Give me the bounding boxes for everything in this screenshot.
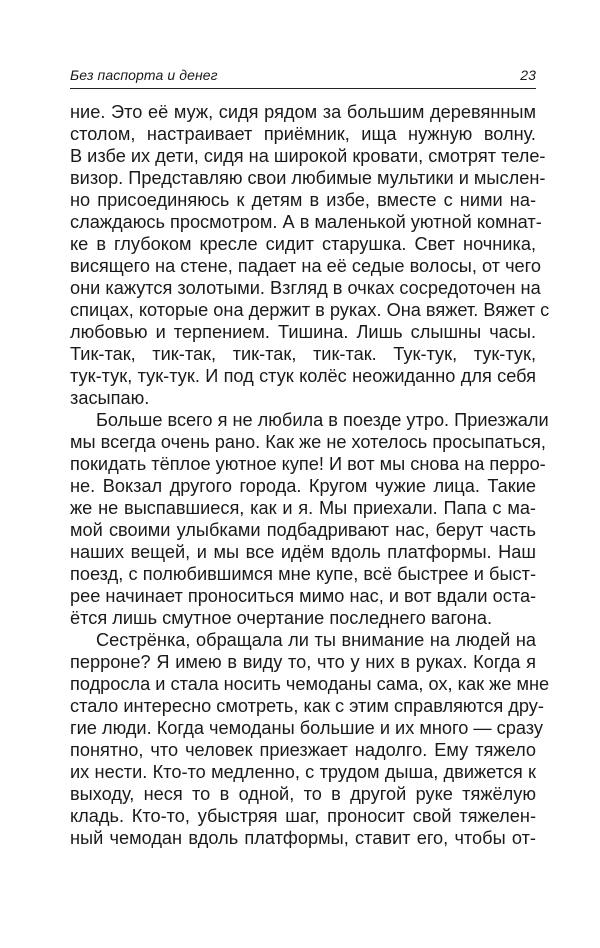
text-line: спицах, которые она держит в руках. Она вяжет. Вяжет с <box>70 300 550 320</box>
text-line: их нести. Кто-то медленно, с трудом дыша, движется к <box>70 762 536 782</box>
text-line: не. Вокзал другого города. Кругом чужие лица. Такие <box>70 476 536 496</box>
paragraph <box>70 101 550 409</box>
text-line: Тик-так, тик-так, тик-так, тик-так. Тук-тук, тук-тук, <box>70 344 536 364</box>
text-line: Сестрёнка, обращала ли ты внимание на людей на <box>96 630 536 650</box>
text-line: мы всегда очень рано. Как же не хотелось просыпаться, <box>70 432 546 452</box>
page-number: 23 <box>520 67 536 83</box>
text-line: же не выспавшиеся, как и я. Мы приехали. Папа с ма- <box>70 498 536 518</box>
paragraph <box>70 409 549 629</box>
text-line: покидать тёплое уютное купе! И вот мы снова на перро- <box>70 454 546 474</box>
text-line: подросла и стала носить чемоданы сама, ох, как же мне <box>70 674 550 694</box>
text-line: понятно, что человек приезжает надолго. Ему тяжело <box>70 740 536 760</box>
text-line: тук-тук, тук-тук. И под стук колёс неожиданно для себя <box>70 366 536 386</box>
text-line: засыпаю. <box>70 388 150 408</box>
text-line: В избе их дети, сидя на широкой кровати, смотрят теле- <box>70 146 546 166</box>
text-line: визор. Представляю свои любимые мультики и мыслен- <box>70 168 546 188</box>
text-line: ке в глубоком кресле сидит старушка. Свет ночника, <box>70 234 536 254</box>
running-title: Без паспорта и денег <box>70 67 218 83</box>
text-line: поезд, с полюбившимся мне купе, всё быстрее и быст- <box>70 564 536 584</box>
paragraph <box>70 629 550 849</box>
text-line: стало интересно смотреть, как с этим справляются дру- <box>70 696 544 716</box>
text-line: они кажутся золотыми. Взгляд в очках сосредоточен на <box>70 278 541 298</box>
text-line: кладь. Кто-то, убыстряя шаг, проносит свой тяжелен- <box>70 806 536 826</box>
running-header <box>70 67 536 83</box>
text-line: выходу, неся то в одной, то в другой руке тяжёлую <box>70 784 536 804</box>
text-line: но присоединяюсь к детям в избе, вместе с ними на- <box>70 190 536 210</box>
text-line: столом, настраивает приёмник, ища нужную волну. <box>70 124 536 144</box>
text-line: гие люди. Когда чемоданы большие и их много — сразу <box>70 718 544 738</box>
text-line: наших вещей, и мы все идём вдоль платформы. Наш <box>70 542 536 562</box>
text-line: Больше всего я не любила в поезде утро. Приезжали <box>96 410 549 430</box>
text-line: рее начинает проноситься мимо нас, и вот вдали оста- <box>70 586 537 606</box>
text-line: ние. Это её муж, сидя рядом за большим деревянным <box>70 102 536 122</box>
text-line: висящего на стене, падает на её седые волосы, от чего <box>70 256 542 276</box>
text-line: любовью и терпением. Тишина. Лишь слышны часы. <box>70 322 536 342</box>
header-rule <box>70 88 536 89</box>
text-line: ный чемодан вдоль платформы, ставит его, чтобы от- <box>70 828 536 848</box>
body-text <box>70 101 550 849</box>
text-line: мой своими улыбками подбадривают нас, берут часть <box>70 520 536 540</box>
text-line: перроне? Я имею в виду то, что у них в руках. Когда я <box>70 652 536 672</box>
text-line: слаждаюсь просмотром. А в маленькой уютной комнат- <box>70 212 542 232</box>
text-line: ётся лишь смутное очертание последнего вагона. <box>70 608 493 628</box>
